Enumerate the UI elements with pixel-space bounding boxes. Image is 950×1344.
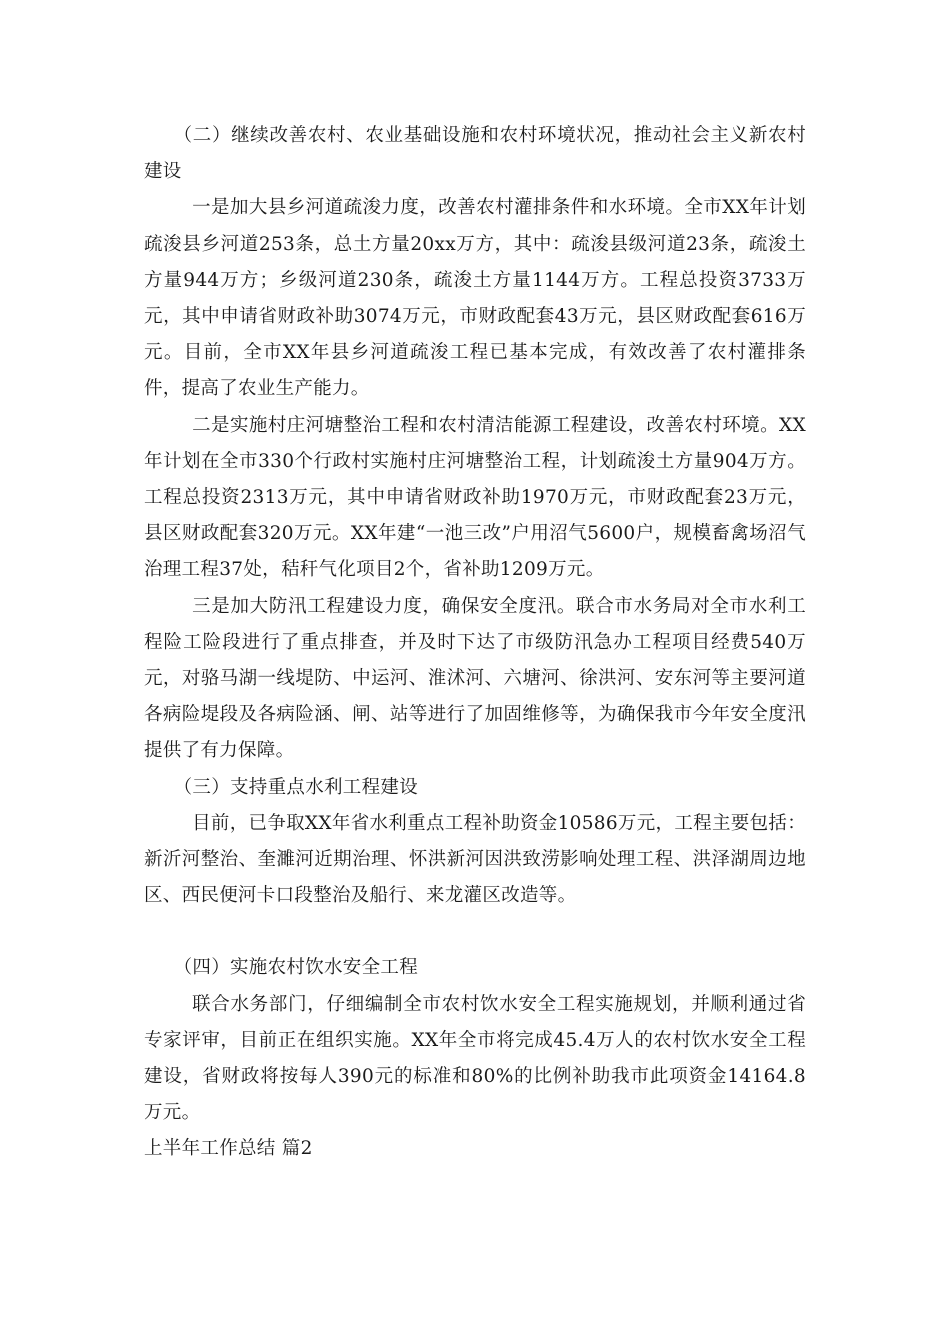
section2-heading: （二）继续改善农村、农业基础设施和农村环境状况，推动社会主义新农村建设 <box>144 125 806 183</box>
blank-line <box>144 914 806 950</box>
section2-paragraph-2: 二是实施村庄河塘整治工程和农村清洁能源工程建设，改善农村环境。XX年计划在全市330个行政村实施村庄河塘整治工程，计划疏浚土方量904万方。工程总投资2313万元，其中申请省财政补助1970万元，市财政配套23万元，县区财政配套320万元。XX年建“一池三改”户用沼气5600户，规模畜禽场沼气治理工程37处，秸秆气化项目2个，省补助1209万元。 <box>144 414 806 581</box>
section4-heading: （四）实施农村饮水安全工程 <box>173 957 418 979</box>
section2-paragraph-1: 一是加大县乡河道疏浚力度，改善农村灌排条件和水环境。全市XX年计划疏浚县乡河道253条，总土方量20xx万方，其中：疏浚县级河道23条，疏浚土方量944万方；乡级河道230条，疏浚土方量1144万方。工程总投资3733万元，其中申请省财政补助3074万元，市财政配套43万元，县区财政配套616万元。目前，全市XX年县乡河道疏浚工程已基本完成，有效改善了农村灌排条件，提高了农业生产能力。 <box>144 197 806 400</box>
section3-heading: （三）支持重点水利工程建设 <box>173 776 418 798</box>
section3-paragraph-1: 目前，已争取XX年省水利重点工程补助资金10586万元，工程主要包括：新沂河整治、奎濉河近期治理、怀洪新河因洪致涝影响处理工程、洪泽湖周边地区、西民便河卡口段整治及船行、来龙灌区改造等。 <box>144 812 806 907</box>
document-body <box>144 118 806 1168</box>
section2-paragraph-3: 三是加大防汛工程建设力度，确保安全度汛。联合市水务局对全市水利工程险工险段进行了重点排查，并及时下达了市级防汛急办工程项目经费540万元，对骆马湖一线堤防、中运河、淮沭河、六塘河、徐洪河、安东河等主要河道各病险堤段及各病险涵、闸、站等进行了加固维修等，为确保我市今年安全度汛提供了有力保障。 <box>144 595 806 762</box>
section4-paragraph-1: 联合水务部门，仔细编制全市农村饮水安全工程实施规划，并顺利通过省专家评审，目前正在组织实施。XX年全市将完成45.4万人的农村饮水安全工程建设，省财政将按每人390元的标准和80%的比例补助我市此项资金14164.8万元。 <box>144 993 806 1124</box>
next-section-title: 上半年工作总结 篇2 <box>144 1138 313 1160</box>
